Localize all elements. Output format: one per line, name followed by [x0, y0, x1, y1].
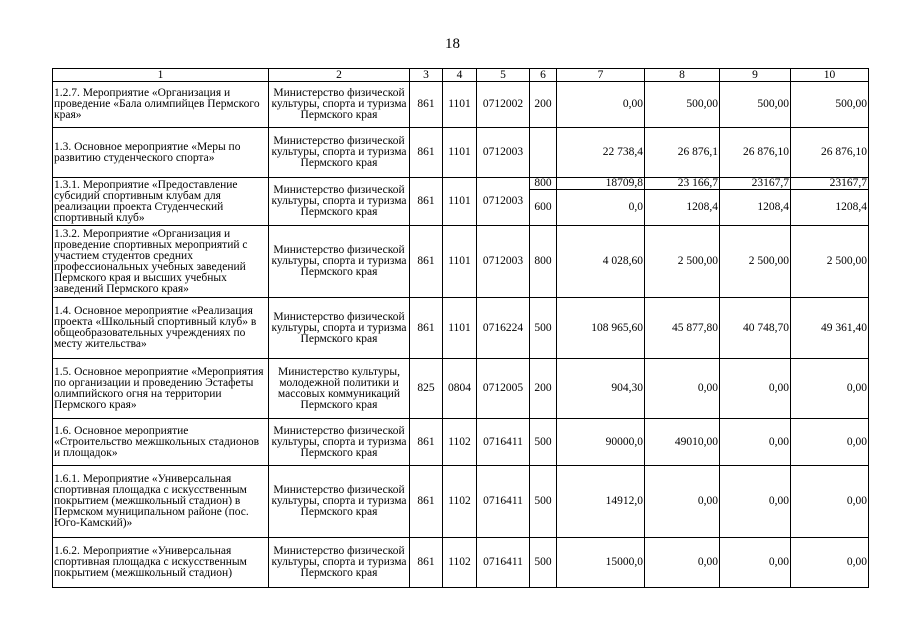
amount-col8-cell: 45 877,80: [645, 298, 720, 359]
event-name-cell: 1.6.1. Мероприятие «Универсальная спортивная площадка с искусственным покрытием (межшкольный стадион) в Пермском муниципальном районе (пос. Юго-Камский)»: [53, 466, 269, 538]
amount-col10-cell: 26 876,10: [791, 128, 869, 178]
table-row: [53, 466, 869, 538]
agency-cell: Министерство физической культуры, спорта и туризма Пермского края: [269, 178, 410, 226]
amount-col9-cell: 26 876,10: [720, 128, 791, 178]
target-article-cell: 0712003: [477, 128, 530, 178]
section-cell: 1101: [443, 82, 477, 128]
grbs-cell: 861: [410, 419, 443, 466]
expense-type-cell: 500: [530, 466, 557, 538]
amount-col9-cell: 0,00: [720, 419, 791, 466]
section-cell: 1102: [443, 419, 477, 466]
target-article-cell: 0712002: [477, 82, 530, 128]
amount-col7-cell: 108 965,60: [557, 298, 645, 359]
amount-col7-cell: 18709,8: [557, 178, 645, 190]
budget-table: [52, 68, 869, 588]
table-row: [53, 538, 869, 588]
amount-col10-cell: 0,00: [791, 419, 869, 466]
section-cell: 1102: [443, 538, 477, 588]
amount-col10-cell: 0,00: [791, 538, 869, 588]
target-article-cell: 0716224: [477, 298, 530, 359]
section-cell: 1102: [443, 466, 477, 538]
section-cell: 0804: [443, 359, 477, 419]
header-cell: 7: [557, 69, 645, 82]
header-cell: 6: [530, 69, 557, 82]
expense-type-cell: 200: [530, 359, 557, 419]
amount-col9-cell: 0,00: [720, 359, 791, 419]
agency-cell: Министерство физической культуры, спорта и туризма Пермского края: [269, 298, 410, 359]
amount-col7-cell: 90000,0: [557, 419, 645, 466]
amount-col8-cell: 500,00: [645, 82, 720, 128]
amount-col7-cell: 4 028,60: [557, 226, 645, 298]
grbs-cell: 861: [410, 466, 443, 538]
section-cell: 1101: [443, 226, 477, 298]
amount-col9-cell: 0,00: [720, 538, 791, 588]
grbs-cell: 861: [410, 538, 443, 588]
grbs-cell: 825: [410, 359, 443, 419]
target-article-cell: 0712003: [477, 178, 530, 226]
expense-type-cell: 500: [530, 298, 557, 359]
header-cell: 5: [477, 69, 530, 82]
amount-col8-cell: 2 500,00: [645, 226, 720, 298]
amount-col9-cell: 40 748,70: [720, 298, 791, 359]
section-cell: 1101: [443, 298, 477, 359]
event-name-cell: 1.4. Основное мероприятие «Реализация проекта «Школьный спортивный клуб» в общеобразовательных учреждениях по месту жительства»: [53, 298, 269, 359]
grbs-cell: 861: [410, 128, 443, 178]
amount-col8-cell: 49010,00: [645, 419, 720, 466]
expense-type-cell: 800: [530, 178, 557, 190]
amount-col10-cell: 2 500,00: [791, 226, 869, 298]
expense-type-cell: 500: [530, 419, 557, 466]
table-row: [53, 178, 869, 190]
amount-col9-cell: 23167,7: [720, 178, 791, 190]
section-cell: 1101: [443, 178, 477, 226]
amount-col9-cell: 2 500,00: [720, 226, 791, 298]
agency-cell: Министерство физической культуры, спорта и туризма Пермского края: [269, 538, 410, 588]
amount-col8-cell: 23 166,7: [645, 178, 720, 190]
event-name-cell: 1.3.2. Мероприятие «Организация и проведение спортивных мероприятий с участием студентов средних профессиональных учебных заведений Пермского края и высших учебных заведений Пермского края»: [53, 226, 269, 298]
expense-type-cell: 600: [530, 190, 557, 226]
target-article-cell: 0716411: [477, 466, 530, 538]
table-row: [53, 359, 869, 419]
agency-cell: Министерство физической культуры, спорта и туризма Пермского края: [269, 466, 410, 538]
header-cell: 2: [269, 69, 410, 82]
agency-cell: Министерство физической культуры, спорта и туризма Пермского края: [269, 226, 410, 298]
amount-col10-cell: 500,00: [791, 82, 869, 128]
expense-type-cell: [530, 128, 557, 178]
amount-col7-cell: 22 738,4: [557, 128, 645, 178]
table-row: [53, 419, 869, 466]
header-cell: 9: [720, 69, 791, 82]
amount-col8-cell: 0,00: [645, 359, 720, 419]
expense-type-cell: 800: [530, 226, 557, 298]
target-article-cell: 0716411: [477, 538, 530, 588]
header-cell: 1: [53, 69, 269, 82]
amount-col10-cell: 1208,4: [791, 190, 869, 226]
grbs-cell: 861: [410, 298, 443, 359]
expense-type-cell: 500: [530, 538, 557, 588]
grbs-cell: 861: [410, 178, 443, 226]
amount-col8-cell: 1208,4: [645, 190, 720, 226]
amount-col8-cell: 26 876,1: [645, 128, 720, 178]
header-cell: 10: [791, 69, 869, 82]
table-row: [53, 128, 869, 178]
amount-col7-cell: 0,0: [557, 190, 645, 226]
amount-col7-cell: 14912,0: [557, 466, 645, 538]
section-cell: 1101: [443, 128, 477, 178]
event-name-cell: 1.3.1. Мероприятие «Предоставление субсидий спортивным клубам для реализации проекта Студенческий спортивный клуб»: [53, 178, 269, 226]
grbs-cell: 861: [410, 82, 443, 128]
amount-col8-cell: 0,00: [645, 538, 720, 588]
event-name-cell: 1.6. Основное мероприятие «Строительство межшкольных стадионов и площадок»: [53, 419, 269, 466]
amount-col9-cell: 0,00: [720, 466, 791, 538]
table-row: [53, 226, 869, 298]
grbs-cell: 861: [410, 226, 443, 298]
table-row: [53, 82, 869, 128]
amount-col9-cell: 1208,4: [720, 190, 791, 226]
target-article-cell: 0712003: [477, 226, 530, 298]
amount-col10-cell: 23167,7: [791, 178, 869, 190]
target-article-cell: 0716411: [477, 419, 530, 466]
amount-col7-cell: 15000,0: [557, 538, 645, 588]
header-cell: 8: [645, 69, 720, 82]
header-cell: 4: [443, 69, 477, 82]
event-name-cell: 1.3. Основное мероприятие «Меры по развитию студенческого спорта»: [53, 128, 269, 178]
table-row: [53, 298, 869, 359]
page-number: 18: [445, 36, 460, 52]
agency-cell: Министерство культуры, молодежной политики и массовых коммуникаций Пермского края: [269, 359, 410, 419]
event-name-cell: 1.5. Основное мероприятие «Мероприятия по организации и проведению Эстафеты олимпийского огня на территории Пермского края»: [53, 359, 269, 419]
agency-cell: Министерство физической культуры, спорта и туризма Пермского края: [269, 128, 410, 178]
event-name-cell: 1.2.7. Мероприятие «Организация и проведение «Бала олимпийцев Пермского края»: [53, 82, 269, 128]
header-cell: 3: [410, 69, 443, 82]
header-row: [53, 69, 869, 82]
target-article-cell: 0712005: [477, 359, 530, 419]
amount-col10-cell: 49 361,40: [791, 298, 869, 359]
amount-col9-cell: 500,00: [720, 82, 791, 128]
amount-col10-cell: 0,00: [791, 359, 869, 419]
amount-col7-cell: 0,00: [557, 82, 645, 128]
event-name-cell: 1.6.2. Мероприятие «Универсальная спортивная площадка с искусственным покрытием (межшкольный стадион): [53, 538, 269, 588]
agency-cell: Министерство физической культуры, спорта и туризма Пермского края: [269, 82, 410, 128]
expense-type-cell: 200: [530, 82, 557, 128]
amount-col10-cell: 0,00: [791, 466, 869, 538]
amount-col7-cell: 904,30: [557, 359, 645, 419]
agency-cell: Министерство физической культуры, спорта и туризма Пермского края: [269, 419, 410, 466]
amount-col8-cell: 0,00: [645, 466, 720, 538]
